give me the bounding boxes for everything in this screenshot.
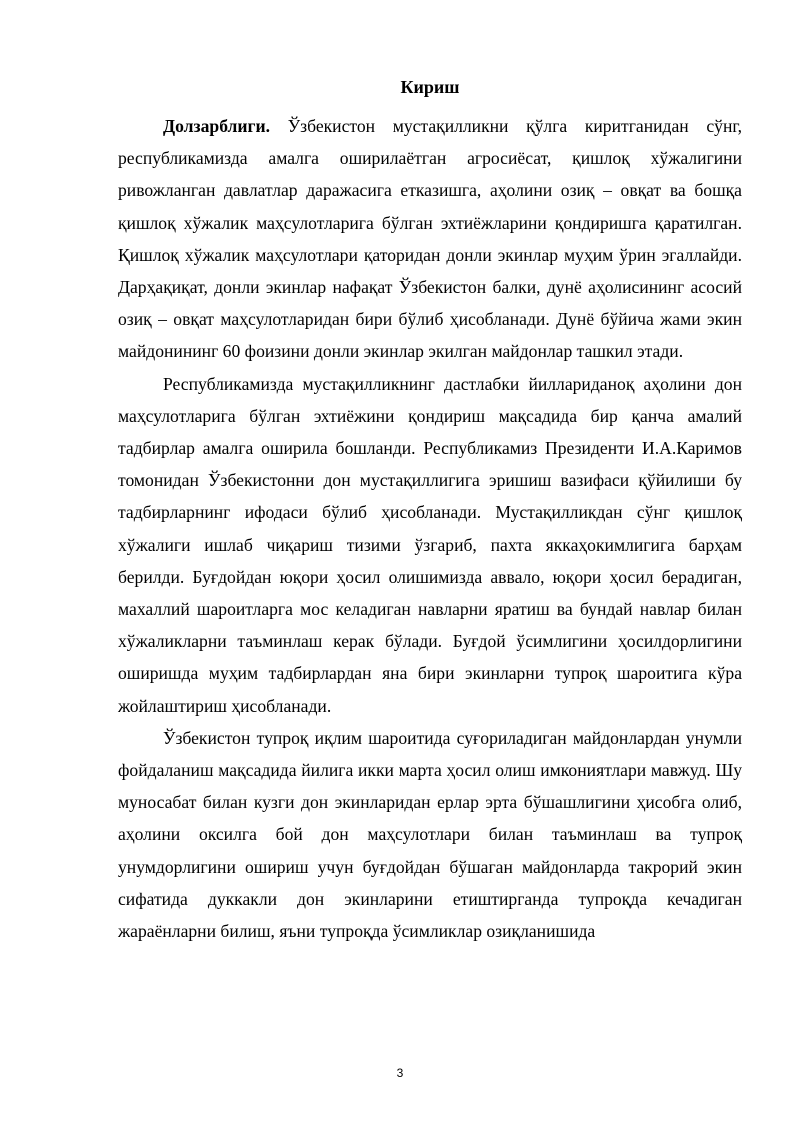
- page-number: 3: [396, 1066, 404, 1080]
- document-page: [118, 74, 742, 947]
- paragraph-grain-independence: Республикамизда мустақилликнинг дастлабки йиллариданоқ аҳолини дон маҳсулотларига бўлган эхтиёжини қондириш мақсадида бир қанча амалий тадбирлар амалга оширила бошланди. Республикамиз Президенти И.А.Каримов томонидан Ўзбекистонни дон мустақиллигига эришиш вазифаси қўйилиши бу тадбирларнинг ифодаси бўлиб ҳисобланади. Мустақилликдан сўнг қишлоқ хўжалиги ишлаб чиқариш тизими ўзгариб, пахта яккаҳокимлигига барҳам берилди. Буғдойдан юқори ҳосил олишимизда аввало, юқори ҳосил берадиган, махаллий шароитларга мос келадиган навларни яратиш ва бундай навлар билан хўжаликларни таъминлаш керак бўлади. Буғдой ўсимлигини ҳосилдорлигини оширишда муҳим тадбирлардан яна бири экинларни тупроқ шароитига кўра жойлаштириш ҳисобланади.: [118, 373, 742, 716]
- paragraph-soil-conditions: Ўзбекистон тупроқ иқлим шароитида суғориладиган майдонлардан унумли фойдаланиш мақсадида йилига икки марта ҳосил олиш имкониятлари мавжуд. Шу муносабат билан кузги дон экинларидан ерлар эрта бўшашлигини ҳисобга олиб, аҳолини оксилга бой дон маҳсулотлари билан таъминлаш ва тупроқ унумдорлигини ошириш учун буғдойдан бўшаган майдонларда такрорий экин сифатида дуккакли дон экинларини етиштирганда тупроқда кечадиган жараёнларни билиш, яъни тупроқда ўсимликлар озиқланишида: [118, 727, 742, 942]
- section-title: Кириш: [400, 77, 460, 97]
- paragraph-lead: Долзарблиги.: [163, 116, 271, 136]
- paragraph-text: Ўзбекистон мустақилликни қўлга киритганидан сўнг, республикамизда амалга оширилаётган агросиёсат, қишлоқ хўжалигини ривожланган давлатлар даражасига етказишга, аҳолини озиқ – овқат ва бошқа қишлоқ хўжалик маҳсулотларига бўлган эхтиёжларини қондиришга қаратилган. Қишлоқ хўжалик маҳсулотлари қаторидан донли экинлар муҳим ўрин эгаллайди. Дарҳақиқат, донли экинлар нафақат Ўзбекистон балки, дунё аҳолисининг асосий озиқ – овқат маҳсулотларидан бири бўлиб ҳисобланади. Дунё бўйича жами экин майдонининг 60 фоизини донли экинлар экилган майдонлар ташкил этади.: [118, 116, 742, 362]
- paragraph-relevance: [118, 110, 742, 368]
